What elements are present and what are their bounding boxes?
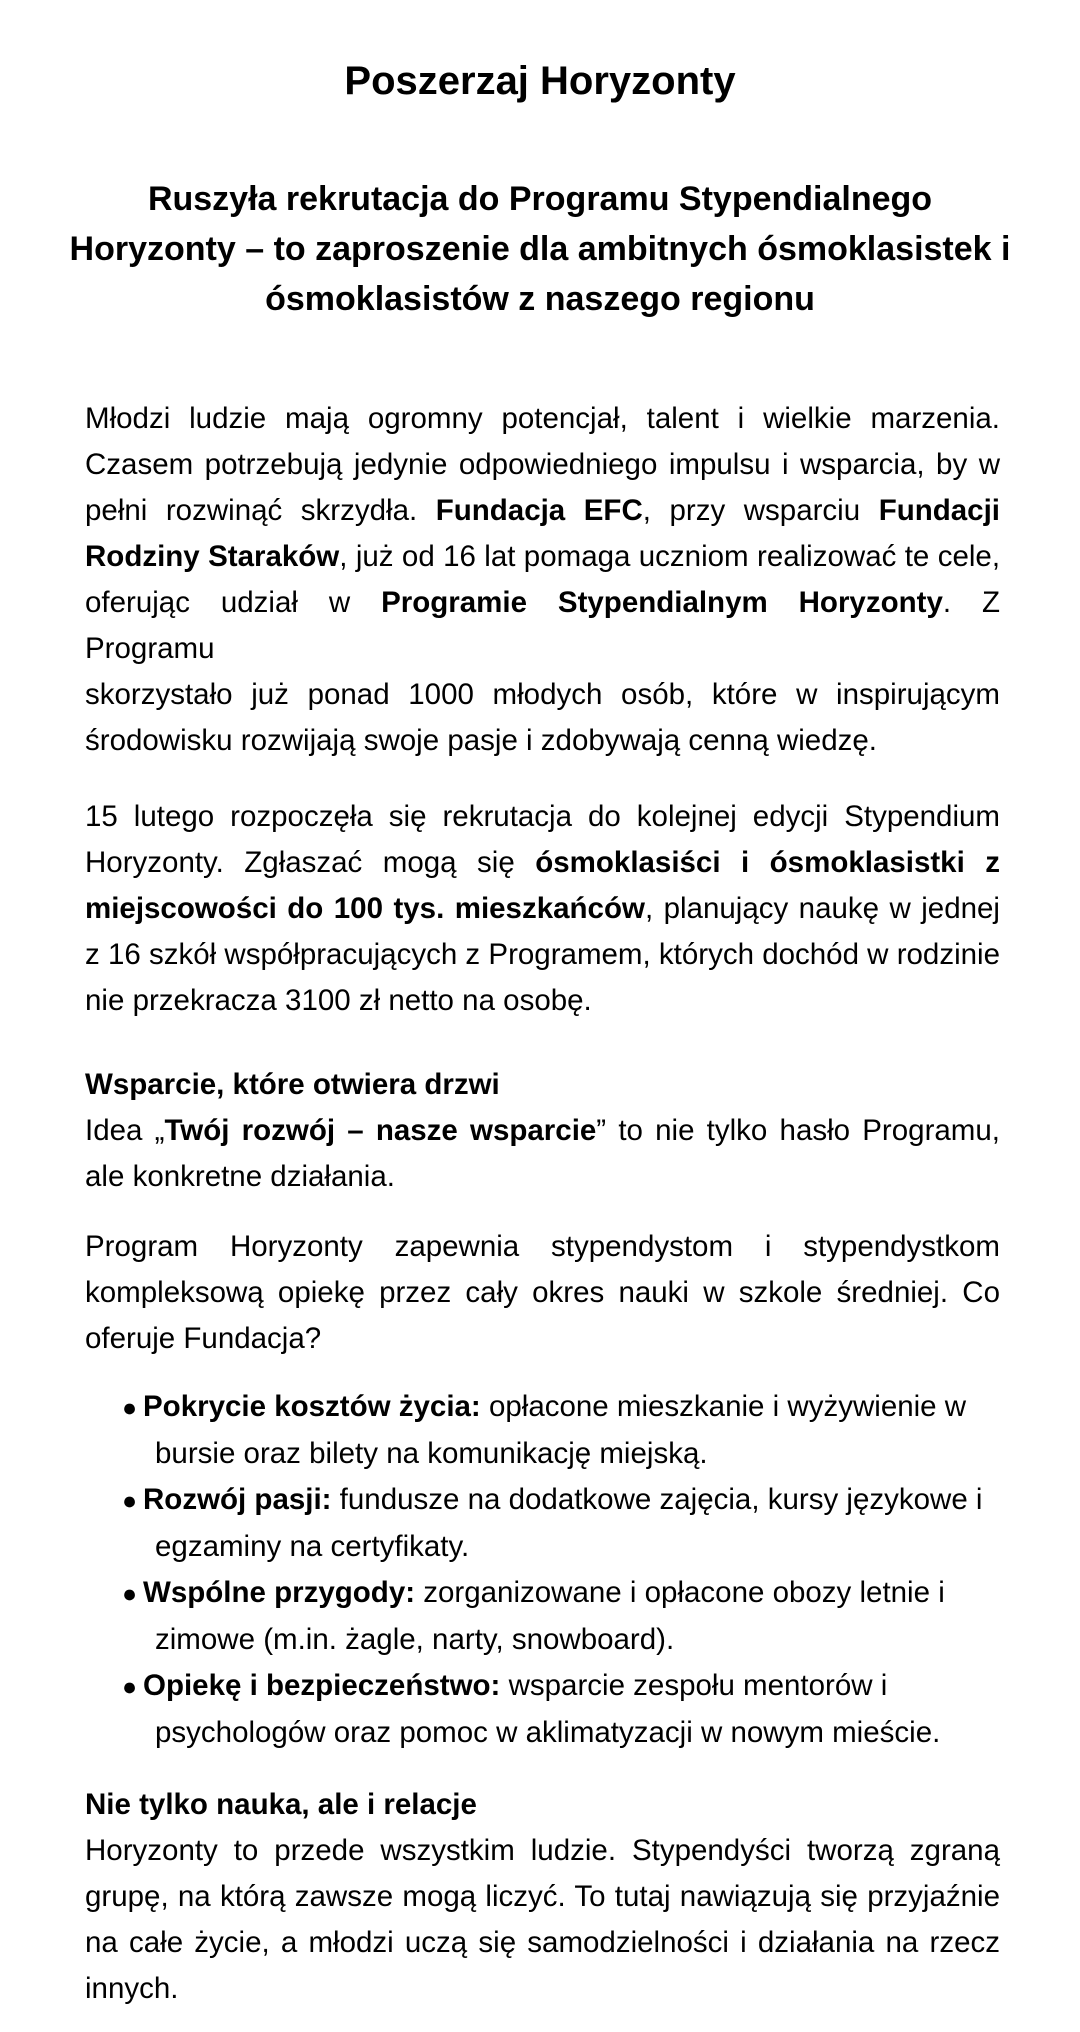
- text-segment: Młodzi ludzie mają ogromny potencjał, talent i wielkie marzenia.: [85, 402, 1000, 435]
- text-segment: ” to nie tylko hasło Programu,: [596, 1114, 1000, 1147]
- document-title: Poszerzaj Horyzonty: [344, 59, 736, 103]
- paragraph-recruitment: [85, 794, 1000, 1024]
- text-segment: oferuje Fundacja?: [85, 1322, 322, 1355]
- text-segment: , planujący naukę w jednej: [644, 892, 1000, 925]
- text-segment: zimowe (m.in. żagle, narty, snowboard).: [155, 1623, 675, 1656]
- text-segment-bold: Fundacji: [878, 494, 1000, 527]
- text-line: [85, 1710, 1000, 1756]
- text-segment-bold: Twój rozwój – nasze wsparcie: [164, 1114, 597, 1147]
- document-page: [0, 56, 1080, 2032]
- text-line: [85, 932, 1000, 978]
- subtitle-line: Ruszyła rekrutacja do Programu Stypendialnego: [147, 180, 933, 218]
- text-segment-bold: Rozwój pasji:: [143, 1483, 332, 1516]
- text-segment: pełni rozwinąć skrzydła.: [85, 494, 436, 527]
- text-segment: Horyzonty to przede wszystkim ludzie. Stypendyści tworzą zgraną: [85, 1834, 1000, 1867]
- text-segment-bold: Fundacja EFC: [435, 494, 643, 527]
- text-segment: opłacone mieszkanie i wyżywienie w: [480, 1390, 967, 1423]
- bullet-icon: ●: [122, 1394, 138, 1422]
- text-line: [85, 442, 1000, 488]
- text-segment: kompleksową opiekę przez cały okres nauki w szkole średniej. Co: [85, 1276, 1000, 1309]
- text-line: [85, 978, 1000, 1024]
- text-line: [85, 1874, 1000, 1920]
- text-segment: nie przekracza 3100 zł netto na osobę.: [85, 984, 592, 1017]
- subtitle-line: ósmoklasistów z naszego regionu: [265, 280, 815, 318]
- subtitle-line: Horyzonty – to zaproszenie dla ambitnych ósmoklasistek i: [69, 230, 1011, 268]
- bullet-icon: ●: [122, 1673, 138, 1701]
- text-line: [85, 718, 1000, 764]
- benefits-bullet-list: [85, 1384, 1000, 1756]
- text-line: [85, 840, 1000, 886]
- text-segment: Czasem potrzebują jedynie odpowiedniego impulsu i wsparcia, by w: [85, 448, 1000, 481]
- text-segment: psychologów oraz pomoc w aklimatyzacji w nowym mieście.: [155, 1716, 941, 1749]
- text-segment: wsparcie zespołu mentorów i: [500, 1669, 888, 1702]
- paragraph-relations: [85, 1828, 1000, 2012]
- text-line: [85, 886, 1000, 932]
- text-line: [85, 396, 1000, 442]
- text-line: [85, 1224, 1000, 1270]
- text-line: [85, 794, 1000, 840]
- bullet-item-living-costs: [85, 1384, 1000, 1477]
- text-line: [85, 1524, 1000, 1570]
- text-segment-bold: ósmoklasiści i ósmoklasistki z: [535, 846, 1001, 879]
- text-segment: z 16 szkół współpracujących z Programem, których dochód w rodzinie: [85, 938, 1000, 971]
- text-segment: zorganizowane i opłacone obozy letnie i: [415, 1576, 945, 1609]
- text-segment: innych.: [85, 1972, 179, 2005]
- text-line: [85, 1477, 1000, 1524]
- text-line: [85, 1920, 1000, 1966]
- text-segment-bold: Opiekę i bezpieczeństwo:: [143, 1669, 501, 1702]
- text-segment: grupę, na którą zawsze mogą liczyć. To tutaj nawiązują się przyjaźnie: [85, 1880, 1000, 1913]
- text-segment: fundusze na dodatkowe zajęcia, kursy językowe i: [331, 1483, 983, 1516]
- text-line: [85, 534, 1000, 580]
- text-line: [85, 1828, 1000, 1874]
- text-line: [85, 1270, 1000, 1316]
- text-line: [85, 672, 1000, 718]
- document-subtitle: [0, 174, 1080, 324]
- text-segment: na całe życie, a młodzi uczą się samodzielności i działania na rzecz: [85, 1926, 1000, 1959]
- document-body: [85, 396, 1000, 2012]
- text-line: [85, 488, 1000, 534]
- bullet-icon: ●: [122, 1487, 138, 1515]
- text-segment-bold: miejscowości do 100 tys. mieszkańców: [85, 892, 645, 925]
- text-segment-bold: Pokrycie kosztów życia:: [143, 1390, 481, 1423]
- bullet-item-care-safety: [85, 1663, 1000, 1756]
- paragraph-idea: [85, 1108, 1000, 1200]
- text-segment: egzaminy na certyfikaty.: [155, 1530, 470, 1563]
- text-segment-bold: Programie Stypendialnym Horyzonty: [381, 586, 943, 619]
- text-segment: ale konkretne działania.: [85, 1160, 395, 1193]
- text-segment: skorzystało już ponad 1000 młodych osób, które w inspirującym: [85, 678, 1000, 711]
- text-segment: bursie oraz bilety na komunikację miejską.: [155, 1437, 708, 1470]
- text-segment: Horyzonty. Zgłaszać mogą się: [85, 846, 536, 879]
- paragraph-program-offer: [85, 1224, 1000, 1362]
- text-segment: środowisku rozwijają swoje pasje i zdobywają cenną wiedzę.: [85, 724, 877, 757]
- text-line: [85, 1384, 1000, 1431]
- text-segment-bold: Wspólne przygody:: [143, 1576, 416, 1609]
- text-segment: . Z Programu: [85, 586, 1000, 665]
- text-segment: 15 lutego rozpoczęła się rekrutacja do kolejnej edycji Stypendium: [85, 800, 1000, 833]
- text-line: [85, 1966, 1000, 2012]
- text-line: [85, 1663, 1000, 1710]
- text-line: [85, 1108, 1000, 1154]
- text-segment: , już od 16 lat pomaga uczniom realizować te cele,: [339, 540, 1001, 573]
- text-line: [85, 580, 1000, 672]
- text-segment: oferując udział w: [85, 586, 382, 619]
- text-segment-bold: Rodziny Staraków: [85, 540, 340, 573]
- text-line: [85, 1154, 1000, 1200]
- text-segment: , przy wsparciu: [642, 494, 879, 527]
- text-line: [85, 1316, 1000, 1362]
- bullet-icon: ●: [122, 1580, 138, 1608]
- text-line: [85, 1431, 1000, 1477]
- text-line: [85, 1617, 1000, 1663]
- bullet-item-adventures: [85, 1570, 1000, 1663]
- text-line: [85, 1570, 1000, 1617]
- paragraph-intro: [85, 396, 1000, 764]
- section-heading-support: Wsparcie, które otwiera drzwi: [85, 1068, 500, 1101]
- text-segment: Idea „: [85, 1114, 165, 1147]
- bullet-item-passions: [85, 1477, 1000, 1570]
- section-heading-relations: Nie tylko nauka, ale i relacje: [85, 1788, 477, 1821]
- text-segment: Program Horyzonty zapewnia stypendystom i stypendystkom: [85, 1230, 1000, 1263]
